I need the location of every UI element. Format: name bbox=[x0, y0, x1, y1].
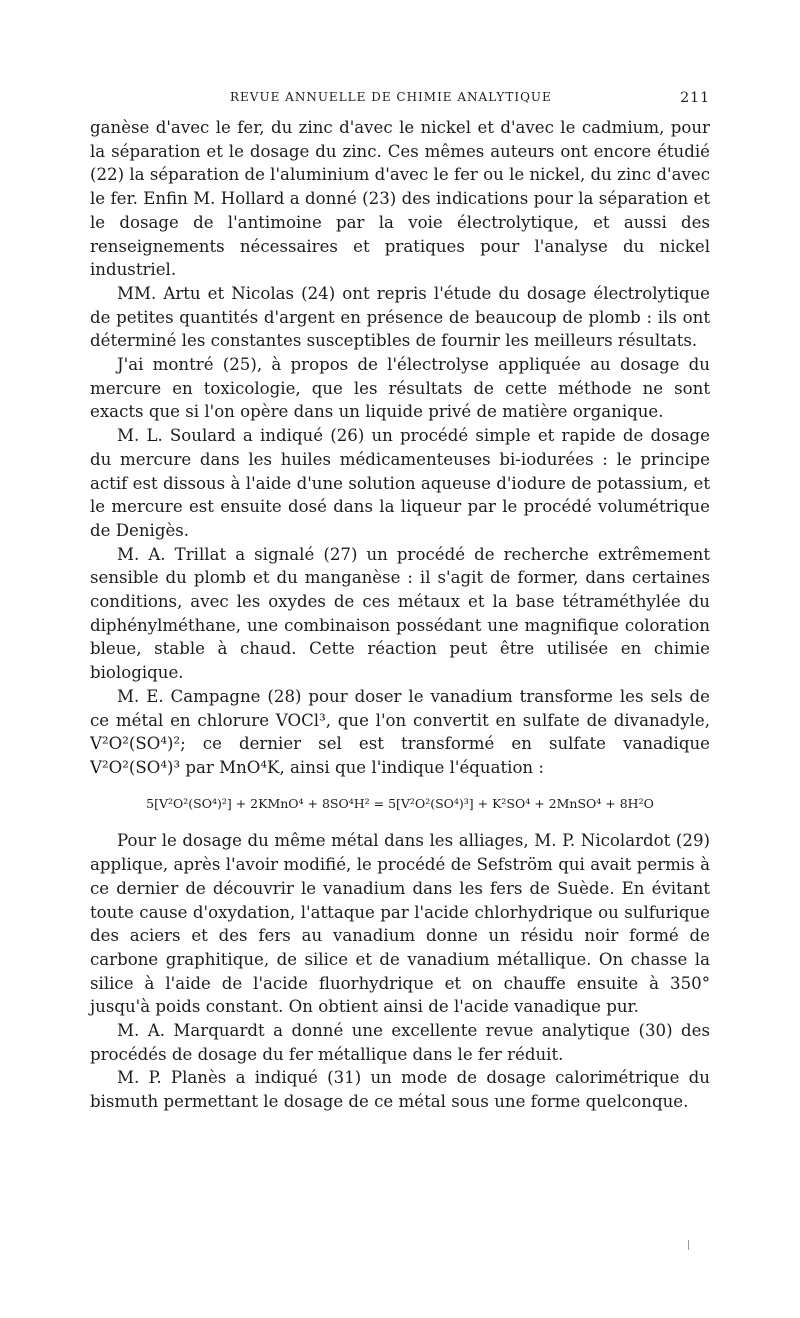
paragraph: J'ai montré (25), à propos de l'électrolyse appliquée au dosage du mercure en toxicologie, que les résultats de cette méthode ne sont exacts que si l'on opère dans un liquide privé de matière organique. bbox=[90, 355, 710, 422]
paragraph: M. E. Campagne (28) pour doser le vanadium transforme les sels de ce métal en chlorure VOCl³, que l'on convertit en sulfate de divanadyle, V²O²(SO⁴)²; ce dernier sel est transformé en sulfate vanadique V²O²(SO⁴)³ par MnO⁴K, ainsi que l'indique l'équation : bbox=[90, 686, 710, 777]
paragraph: M. A. Trillat a signalé (27) un procédé de recherche extrêmement sensible du plomb et du manganèse : il s'agit de former, dans certaines conditions, avec les oxydes de ces métaux et la base tétraméthylée du diphénylméthane, une combinaison possédant une magnifique coloration bleue, stable à chaud. Cette réaction peut être utilisée en chimie biologique. bbox=[90, 544, 710, 683]
paragraph: Pour le dosage du même métal dans les alliages, M. P. Nicolardot (29) applique, après l'avoir modifié, le procédé de Sefström qui avait permis à ce dernier de découvrir le vanadium dans les fers de Suède. En évitant toute cause d'oxydation, l'attaque par l'acide chlorhydrique ou sulfurique des aciers et des fers au vanadium donne un résidu noir formé de carbone graphitique, de silice et de vanadium métallique. On chasse la silice à l'aide de l'acide fluorhydrique et on chauffe ensuite à 350° jusqu'à poids constant. On obtient ainsi de l'acide vanadique pur. bbox=[90, 831, 710, 1017]
chemical-equation: 5[V²O²(SO⁴)²] + 2KMnO⁴ + 8SO⁴H² = 5[V²O²(SO⁴)³] + K²SO⁴ + 2MnSO⁴ + 8H²O bbox=[146, 795, 654, 811]
paragraph: M. L. Soulard a indiqué (26) un procédé simple et rapide de dosage du mercure dans les huiles médicamenteuses bi-iodurées : le principe actif est dissous à l'aide d'une solution aqueuse d'iodure de potassium, et le mercure est ensuite dosé dans la liqueur par le procédé volumétrique de Denigès. bbox=[90, 426, 710, 540]
paragraph: M. P. Planès a indiqué (31) un mode de dosage calorimétrique du bismuth permettant le dosage de ce métal sous une forme quelconque. bbox=[90, 1068, 710, 1112]
page-header bbox=[90, 90, 710, 110]
body-text bbox=[90, 116, 710, 1114]
page-mark bbox=[688, 1240, 689, 1250]
paragraph: ganèse d'avec le fer, du zinc d'avec le nickel et d'avec le cadmium, pour la séparation et le dosage du zinc. Ces mêmes auteurs ont encore étudié (22) la séparation de l'aluminium d'avec le fer ou le nickel, du zinc d'avec le fer. Enfin M. Hollard a donné (23) des indications pour la séparation et le dosage de l'antimoine par la voie électrolytique, et aussi des renseignements nécessaires et pratiques pour l'analyse du nickel industriel. bbox=[90, 118, 710, 280]
running-title: REVUE ANNUELLE DE CHIMIE ANALYTIQUE bbox=[230, 90, 552, 104]
page-number: 211 bbox=[680, 90, 710, 106]
paragraph: MM. Artu et Nicolas (24) ont repris l'étude du dosage électrolytique de petites quantités d'argent en présence de beaucoup de plomb : ils ont déterminé les constantes susceptibles de fournir les meilleurs résultats. bbox=[90, 283, 710, 351]
paragraph: M. A. Marquardt a donné une excellente revue analytique (30) des procédés de dosage du fer métallique dans le fer réduit. bbox=[90, 1021, 710, 1064]
